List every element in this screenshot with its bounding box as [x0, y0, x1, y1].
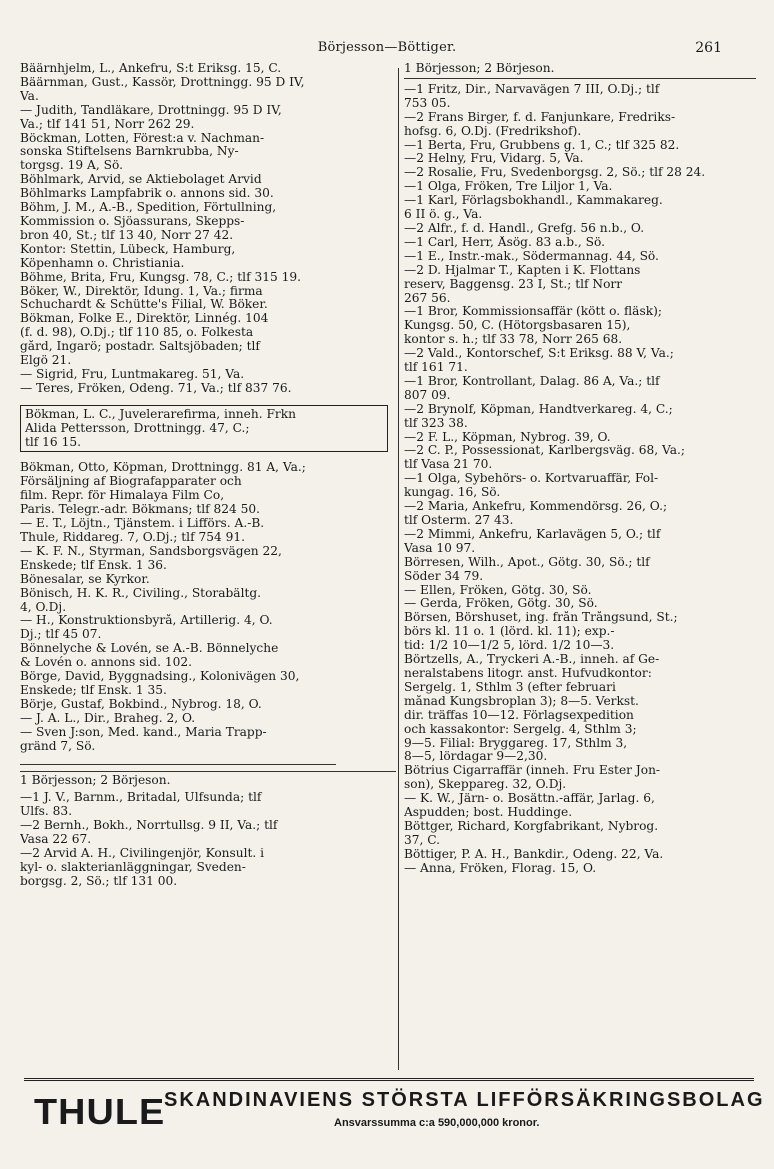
directory-entry-line: Börje, Gustaf, Bokbind., Nybrog. 18, Ö. — [20, 697, 262, 711]
directory-entry-line: — K. F. N., Styrman, Sandsborgsvägen 22, — [20, 544, 282, 558]
directory-entry-line: Elgö 21. — [20, 354, 72, 368]
left-entries-b — [20, 461, 396, 753]
directory-entry-line: Böttiger, P. A. H., Bankdir., Odeng. 22, Va. — [404, 847, 664, 861]
directory-entry-line: —2 D. Hjalmar T., Kapten i K. Flottans — [404, 263, 641, 277]
directory-entry-line: Böhlmarks Lampfabrik o. annons sid. 30. — [20, 187, 274, 201]
directory-entry-line: — Ellen, Fröken, Götg. 30, Sö. — [404, 583, 592, 597]
directory-entry-line: —2 Helny, Fru, Vidarg. 5, Va. — [404, 152, 584, 166]
directory-entry-line: och kassakontor: Sergelg. 4, Sthlm 3; — [404, 722, 637, 736]
directory-entry-line: Bönisch, H. K. R., Civiling., Storabältg. — [20, 586, 262, 600]
section-heading: 1 Börjesson; 2 Börjeson. — [20, 771, 396, 788]
directory-entry-line: —2 Arvid A. H., Civilingenjör, Konsult. i — [20, 847, 265, 861]
directory-entry-line: — E. T., Löjtn., Tjänstem. i Lifförs. A.-B. — [20, 517, 265, 531]
directory-entry-line: Paris. Telegr.-adr. Bökmans; tlf 824 50. — [20, 503, 261, 517]
advertisement-banner — [24, 1078, 765, 1141]
directory-entry-line: Vasa 10 97. — [404, 541, 476, 555]
right-entries — [404, 83, 756, 876]
directory-entry-line: 8—5, lördagar 9—2,30. — [404, 750, 548, 764]
ad-subline: Ansvarssumma c:a 590,000,000 kronor. — [334, 1117, 540, 1129]
directory-entry-line: —1 J. V., Barnm., Britadal, Ulfsunda; tlf — [20, 791, 262, 805]
directory-entry-line: Bökman, Folke E., Direktör, Linnég. 104 — [20, 312, 269, 326]
ad-brand: THULE — [34, 1091, 166, 1132]
directory-entry-line: — Sven J:son, Med. kand., Maria Trapp- — [20, 725, 267, 739]
directory-entry-line: Bökman, L. C., Juvelerarefirma, inneh. Frkn — [25, 407, 296, 421]
directory-entry-line: Bönnelyche & Lovén, se A.-B. Bönnelyche — [20, 642, 279, 656]
directory-entry-line: Böhm, J. M., A.-B., Spedition, Förtullning, — [20, 201, 277, 215]
directory-entry-line: tlf 161 71. — [404, 361, 468, 375]
directory-entry-line: Bönesalar, se Kyrkor. — [20, 572, 150, 586]
directory-entry-line: — Anna, Fröken, Florag. 15, Ö. — [404, 861, 597, 875]
directory-entry-line: —1 Carl, Herr, Åsög. 83 a.b., Sö. — [404, 235, 606, 249]
directory-entry-line: bron 40, St.; tlf 13 40, Norr 27 42. — [20, 228, 234, 242]
directory-entry-line: Kontor: Stettin, Lübeck, Hamburg, — [20, 242, 236, 256]
directory-entry-line: Börge, David, Byggnadsing., Kolonivägen 30, — [20, 670, 300, 684]
directory-entry-line: — K. W., Järn- o. Bosättn.-affär, Jarlag. 6, — [404, 792, 655, 806]
directory-entry-line: Köpenhamn o. Christiania. — [20, 256, 185, 270]
directory-entry-line: — J. A. L., Dir., Braheg. 2, Ö. — [20, 711, 196, 725]
boxed-entry — [20, 405, 388, 453]
directory-entry-line: tid: 1/2 10—1/2 5, lörd. 1/2 10—3. — [404, 639, 615, 653]
directory-entry-line: — Teres, Fröken, Odeng. 71, Va.; tlf 837 76. — [20, 381, 292, 395]
directory-entry-line: kyl- o. slakterianläggningar, Sveden- — [20, 860, 246, 874]
directory-entry-line: hofsg. 6, Ö.Dj. (Fredrikshof). — [404, 124, 582, 138]
directory-entry-line: Böckman, Lotten, Förest:a v. Nachman- — [20, 131, 265, 145]
directory-entry-line: 4, Ö.Dj. — [20, 600, 67, 614]
directory-entry-line: —1 Bror, Kontrollant, Dalag. 86 A, Va.; tlf — [404, 374, 660, 388]
directory-entry-line: Bäärnhjelm, L., Änkefru, S:t Eriksg. 15, C. — [20, 62, 282, 75]
directory-entry-line: — Gerda, Fröken, Götg. 30, Sö. — [404, 597, 598, 611]
directory-entry-line: Böker, W., Direktör, Idung. 1, Va.; firma — [20, 284, 263, 298]
directory-entry-line: Böhlmark, Arvid, se Aktiebolaget Arvid — [20, 173, 262, 187]
directory-entry-line: —2 Rosalie, Fru, Svedenborgsg. 2, Sö.; tlf 28 24. — [404, 166, 706, 180]
ad-slogan: SKANDINAVIENS STÖRSTA LIFFÖRSÄKRINGSBOLAG — [164, 1089, 765, 1111]
directory-entry-line: —1 Bror, Kommissionsaffär (kött o. fläsk); — [404, 305, 662, 319]
directory-entry-line: Böhme, Brita, Fru, Kungsg. 78, C.; tlf 315 19. — [20, 270, 301, 284]
directory-entry-line: Ulfs. 83. — [20, 805, 73, 819]
directory-entry-line: torgsg. 19 A, Sö. — [20, 159, 123, 173]
directory-entry-line: — Judith, Tandläkare, Drottningg. 95 D IV, — [20, 103, 282, 117]
directory-entry-line: reserv, Baggensg. 23 I, St.; tlf Norr — [404, 277, 623, 291]
directory-entry-line: tlf 16 15. — [25, 435, 81, 449]
directory-entry-line: —1 Fritz, Dir., Narvavägen 7 III, Ö.Dj.; tlf — [404, 82, 660, 96]
directory-entry-line: Thule, Riddareg. 7, Ö.Dj.; tlf 754 91. — [20, 531, 245, 544]
directory-entry-line: —1 E., Instr.-mak., Södermannag. 44, Sö. — [404, 249, 659, 263]
directory-entry-line: dir. träffas 10—12. Förlagsexpedition — [404, 708, 634, 722]
directory-entry-line: sonska Stiftelsens Barnkrubba, Ny- — [20, 145, 239, 159]
directory-entry-line: Schuchardt & Schütte's Filial, W. Böker. — [20, 298, 268, 312]
directory-entry-line: Sergelg. 1, Sthlm 3 (efter februari — [404, 680, 616, 694]
directory-entry-line: gränd 7, Sö. — [20, 739, 96, 753]
directory-entry-line: 807 09. — [404, 388, 451, 402]
directory-entry-line: neralstabens litogr. anst. Hufvudkontor: — [404, 666, 652, 680]
directory-entry-line: Alida Pettersson, Drottningg. 47, C.; — [25, 421, 250, 435]
directory-entry-line: 753 05. — [404, 96, 451, 110]
directory-entry-line: tlf Vasa 21 70. — [404, 458, 493, 472]
page-number: 261 — [695, 40, 722, 56]
directory-entry-line: —2 F. L., Köpman, Nybrog. 39, Ö. — [404, 430, 611, 444]
directory-entry-line: tlf 323 38. — [404, 416, 468, 430]
directory-entry-line: 37, C. — [404, 833, 441, 847]
directory-entry-line: Bökman, Otto, Köpman, Drottningg. 81 A, Va.; — [20, 461, 306, 475]
directory-entry-line: Aspudden; bost. Huddinge. — [404, 806, 573, 820]
directory-entry-line: börs kl. 11 o. 1 (lörd. kl. 11); exp.- — [404, 625, 615, 639]
directory-entry-line: tlf Österm. 27 43. — [404, 514, 514, 527]
directory-entry-line: Vasa 22 67. — [20, 833, 92, 847]
directory-entry-line: Enskede; tlf Ensk. 1 35. — [20, 683, 167, 697]
section-heading-right: 1 Börjesson; 2 Börjeson. — [404, 62, 756, 79]
directory-entry-line: kungag. 16, Sö. — [404, 486, 501, 500]
directory-entry-line: Börtzells, A., Tryckeri A.-B., inneh. af Ge- — [404, 653, 660, 667]
directory-entry-line: Kungsg. 50, C. (Hötorgsbasaren 15), — [404, 319, 631, 333]
right-column — [404, 62, 756, 876]
left-column — [20, 62, 396, 889]
directory-entry-line: borgsg. 2, Sö.; tlf 131 00. — [20, 874, 178, 888]
directory-entry-line: —2 Vald., Kontorschef, S:t Eriksg. 88 V, Va.; — [404, 347, 674, 361]
directory-entry-line: —2 C. P., Possessionat, Karlbergsväg. 68, Va.; — [404, 444, 685, 458]
directory-entry-line: film. Repr. för Himalaya Film Co, — [20, 489, 225, 503]
directory-entry-line: (f. d. 98), Ö.Dj.; tlf 110 85, o. Folkesta — [20, 326, 254, 340]
directory-entry-line: 6 II ö. g., Va. — [404, 208, 483, 222]
directory-entry-line: — H., Konstruktionsbyrå, Artillerig. 4, Ö. — [20, 614, 273, 628]
directory-entry-line: Kommission o. Sjöassurans, Skepps- — [20, 214, 245, 228]
directory-entry-line: Försäljning af Biografapparater och — [20, 475, 242, 489]
directory-entry-line: —2 Frans Birger, f. d. Fanjunkare, Fredriks- — [404, 110, 676, 124]
directory-entry-line: —2 Alfr., f. d. Handl., Grefg. 56 n.b., Ö. — [404, 221, 645, 235]
directory-entry-line: son), Skeppareg. 32, Ö.Dj. — [404, 778, 567, 792]
page-header — [0, 40, 774, 60]
directory-entry-line: gård, Ingarö; postadr. Saltsjöbaden; tlf — [20, 340, 260, 354]
directory-entry-line: 9—5. Filial: Bryggareg. 17, Sthlm 3, — [404, 736, 628, 750]
directory-entry-line: & Lovén o. annons sid. 102. — [20, 656, 192, 670]
left-entries-a — [20, 62, 396, 396]
directory-entry-line: månad Kungsbroplan 3); 8—5. Verkst. — [404, 694, 639, 708]
column-divider — [398, 68, 399, 1070]
left-entries-c — [20, 791, 396, 888]
directory-entry-line: Va.; tlf 141 51, Norr 262 29. — [20, 117, 195, 131]
directory-entry-line: Bäärnman, Gust., Kassör, Drottningg. 95 D IV, — [20, 75, 305, 89]
directory-entry-line: kontor s. h.; tlf 33 78, Norr 265 68. — [404, 333, 623, 347]
directory-entry-line: Börresen, Wilh., Apot., Götg. 30, Sö.; tlf — [404, 555, 650, 569]
directory-entry-line: Enskede; tlf Ensk. 1 36. — [20, 558, 167, 572]
directory-entry-line: —2 Bernh., Bokh., Norrtullsg. 9 II, Va.; tlf — [20, 819, 278, 833]
directory-entry-line: —1 Olga, Sybehörs- o. Kortvaruaffär, Fol- — [404, 472, 659, 486]
directory-entry-line: —1 Karl, Förlagsbokhandl., Kammakareg. — [404, 194, 663, 208]
directory-entry-line: 267 56. — [404, 291, 451, 305]
directory-entry-line: —2 Mimmi, Änkefru, Karlavägen 5, Ö.; tlf — [404, 527, 661, 541]
directory-entry-line: Böttger, Richard, Korgfabrikant, Nybrog. — [404, 819, 659, 833]
directory-entry-line: Söder 34 79. — [404, 569, 484, 583]
directory-entry-line: Va. — [20, 89, 39, 103]
directory-entry-line: —2 Brynolf, Köpman, Handtverkareg. 4, C.; — [404, 402, 673, 416]
directory-entry-line: Dj.; tlf 45 07. — [20, 628, 102, 642]
section-divider — [20, 764, 336, 765]
directory-entry-line: —1 Berta, Fru, Grubbens g. 1, C.; tlf 325 82. — [404, 138, 680, 152]
directory-entry-line: —1 Olga, Fröken, Tre Liljor 1, Va. — [404, 180, 613, 194]
directory-entry-line: Börsen, Börshuset, ing. från Trångsund, St.; — [404, 611, 678, 625]
directory-entry-line: Bötrius Cigarraffär (inneh. Fru Ester Jon- — [404, 764, 661, 778]
directory-entry-line: —2 Maria, Änkefru, Kommendörsg. 26, Ö.; — [404, 500, 668, 514]
directory-entry-line: — Sigrid, Fru, Luntmakareg. 51, Va. — [20, 367, 245, 381]
running-title: Börjesson—Böttiger. — [317, 40, 457, 55]
